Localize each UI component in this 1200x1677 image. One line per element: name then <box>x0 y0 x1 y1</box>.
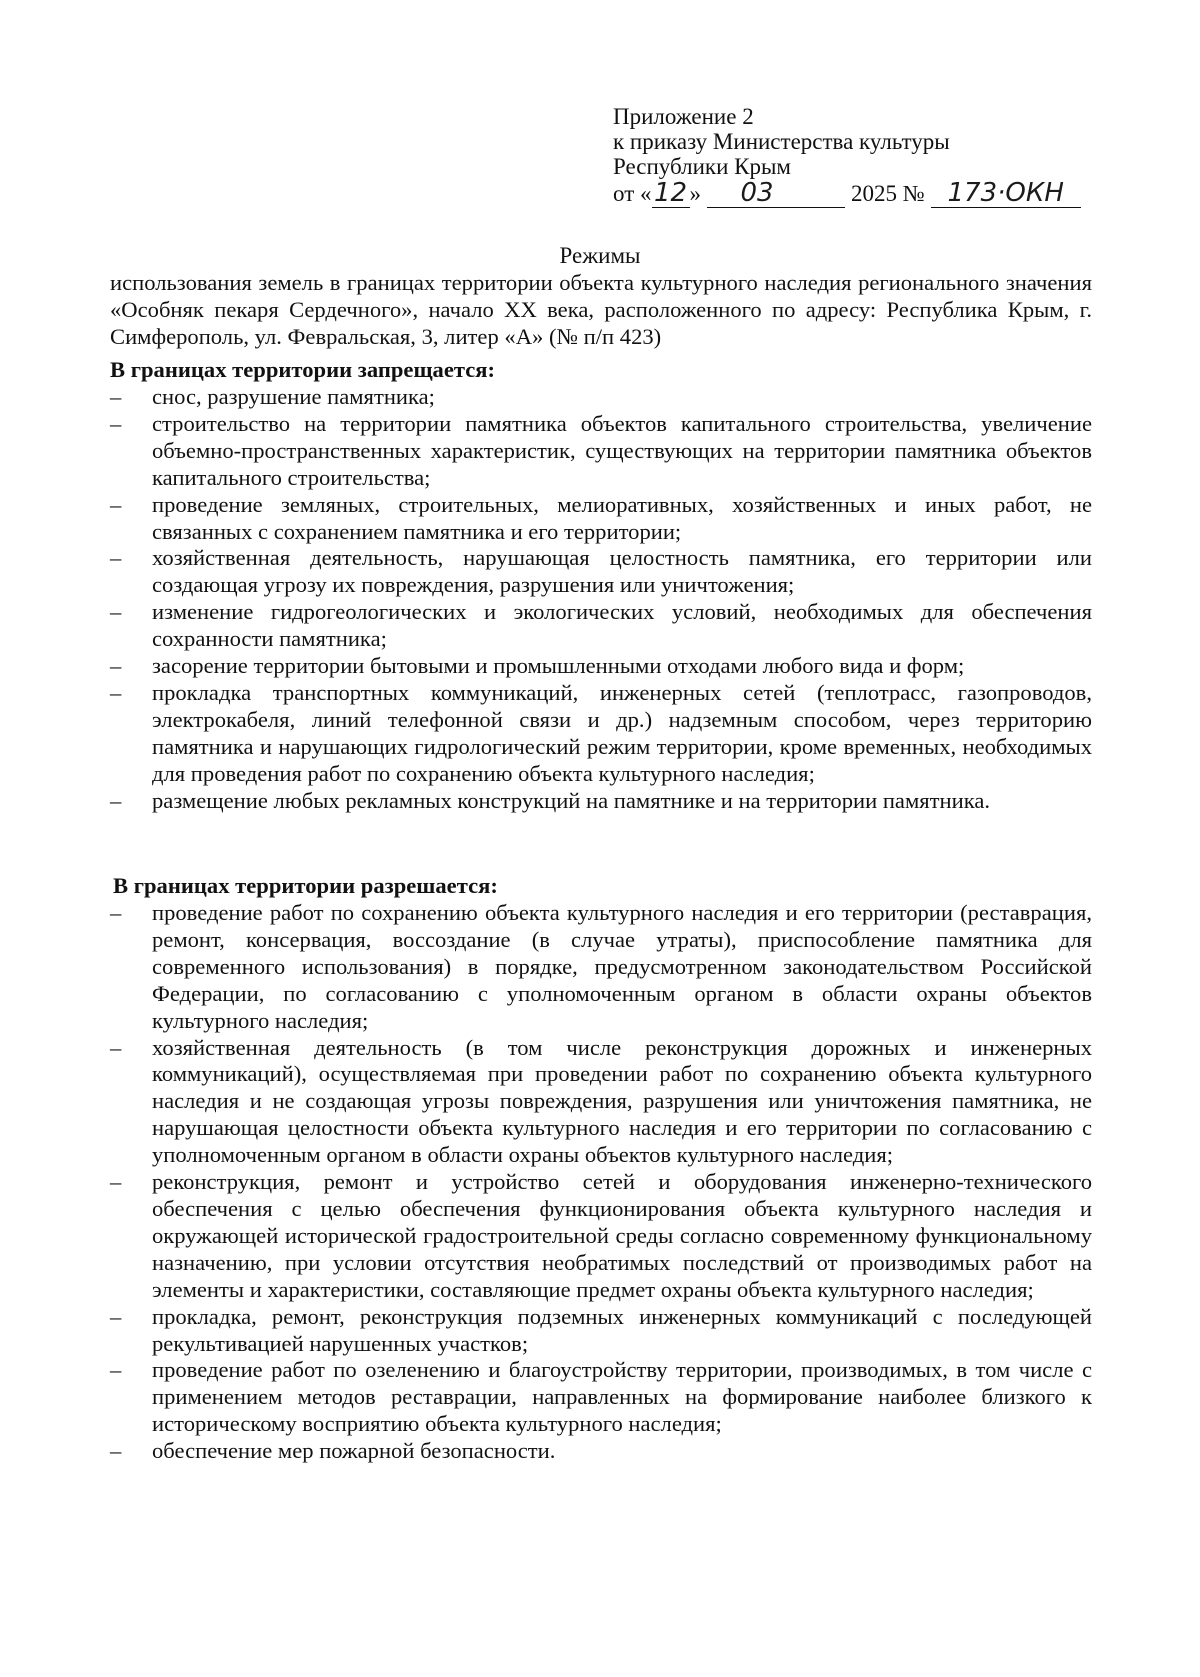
list-item-text: засорение территории бытовыми и промышленными отходами любого вида и форм; <box>152 653 965 679</box>
date-month-blank <box>707 178 845 208</box>
list-bullet: – <box>110 653 122 679</box>
list-item-text: реконструкция, ремонт и устройство сетей и оборудования инженерно-технического обеспечения с целью обеспечения функционирования объекта культурного наследия и окружающей исторической градостроительной среды согласно современному функциональному назначению, при условии отсутствия необратимых последствий от производимых работ на элементы и характеристики, составляющие предмет охраны объекта культурного наследия; <box>152 1169 1092 1302</box>
list-item <box>110 1035 1092 1170</box>
list-item-text: проведение земляных, строительных, мелиоративных, хозяйственных и иных работ, не связанных с сохранением памятника и его территории; <box>152 491 1092 544</box>
list-bullet: – <box>110 1438 122 1464</box>
list-item <box>110 1357 1092 1438</box>
list-item-text: проведение работ по сохранению объекта культурного наследия и его территории (реставрация, ремонт, консервация, воссоздание (в случае утраты), приспособление памятника для современного использования) в порядке, предусмотренном законодательством Российской Федерации, по согласованию с уполномоченным органом в области охраны объектов культурного наследия; <box>152 900 1092 1033</box>
list-item <box>110 653 1092 680</box>
list-bullet: – <box>110 491 122 517</box>
appendix-republic-line: Республики Крым <box>613 154 791 179</box>
list-item-text: проведение работ по озеленению и благоустройству территории, производимых, в том числе с применением методов реставрации, направленных на формирование наиболее близкого к историческому восприятию объекта культурного наследия; <box>152 1357 1092 1437</box>
list-item <box>110 599 1092 653</box>
list-item <box>110 680 1092 788</box>
list-item-text: строительство на территории памятника объектов капитального строительства, увеличение объемно-пространственных характеристик, существующих на территории памятника объектов капитального строительства; <box>152 410 1092 490</box>
allowed-heading: В границах территории разрешается: <box>113 873 498 898</box>
date-close: » <box>689 181 701 206</box>
list-bullet: – <box>110 545 122 571</box>
list-item <box>110 492 1092 546</box>
list-item-text: снос, разрушение памятника; <box>152 384 435 409</box>
preamble-paragraph: использования земель в границах территории объекта культурного наследия регионального значения «Особняк пекаря Сердечного», начало XX века, расположенного по адресу: Республика Крым, г. Симферополь, ул. Февральская, 3, литер «А» (№ п/п 423) <box>110 270 1092 349</box>
list-bullet: – <box>110 410 122 436</box>
list-item <box>110 545 1092 599</box>
order-date-line <box>613 178 1153 208</box>
list-bullet: – <box>110 787 122 813</box>
appendix-title: Приложение 2 <box>613 104 754 129</box>
date-day-blank <box>652 178 690 208</box>
order-number-blank <box>931 178 1081 208</box>
allowed-list <box>110 900 1092 1465</box>
prohibited-heading: В границах территории запрещается: <box>110 357 495 382</box>
list-bullet: – <box>110 1357 122 1383</box>
list-item-text: размещение любых рекламных конструкций на памятнике и на территории памятника. <box>152 787 991 813</box>
date-month-handwritten: 03 <box>740 178 774 208</box>
appendix-block <box>613 104 1153 208</box>
list-bullet: – <box>110 599 122 625</box>
date-prefix: от « <box>613 181 652 206</box>
list-item-text: прокладка транспортных коммуникаций, инженерных сетей (теплотрасс, газопроводов, электрокабеля, линий телефонной связи и др.) надземным способом, через территорию памятника и нарушающих гидрологический режим территории, кроме временных, необходимых для проведения работ по сохранению объекта культурного наследия; <box>152 679 1092 786</box>
list-bullet: – <box>110 384 122 409</box>
list-item <box>110 900 1092 1035</box>
list-item-text: обеспечение мер пожарной безопасности. <box>152 1438 556 1464</box>
order-number-handwritten: 173·ОКН <box>947 178 1064 208</box>
list-bullet: – <box>110 1034 122 1060</box>
list-item <box>110 788 1092 815</box>
list-item-text: прокладка, ремонт, реконструкция подземных инженерных коммуникаций с последующей рекультивацией нарушенных участков; <box>152 1303 1092 1356</box>
list-item <box>110 1169 1092 1304</box>
list-bullet: – <box>110 1169 122 1195</box>
date-year-number-label: 2025 № <box>851 181 925 206</box>
appendix-order-line: к приказу Министерства культуры <box>613 129 950 154</box>
list-item-text: хозяйственная деятельность (в том числе реконструкция дорожных и инженерных коммуникаций), осуществляемая при проведении работ по сохранению объекта культурного наследия и не создающая угрозы повреждения, разрушения или уничтожения памятника, не нарушающая целостности объекта культурного наследия и его территории по согласованию с уполномоченным органом в области охраны объектов культурного наследия; <box>152 1034 1092 1168</box>
list-item <box>110 384 1092 411</box>
list-item-text: изменение гидрогеологических и экологических условий, необходимых для обеспечения сохранности памятника; <box>152 599 1092 652</box>
list-bullet: – <box>110 1303 122 1329</box>
prohibited-list <box>110 384 1092 815</box>
list-item-text: хозяйственная деятельность, нарушающая целостность памятника, его территории или создающая угрозу их повреждения, разрушения или уничтожения; <box>152 545 1092 598</box>
list-item <box>110 411 1092 492</box>
list-bullet: – <box>110 900 122 925</box>
list-bullet: – <box>110 679 122 705</box>
date-day-handwritten: 12 <box>653 178 688 208</box>
list-item <box>110 1438 1092 1465</box>
document-title: Режимы <box>559 243 641 268</box>
list-item <box>110 1304 1092 1358</box>
